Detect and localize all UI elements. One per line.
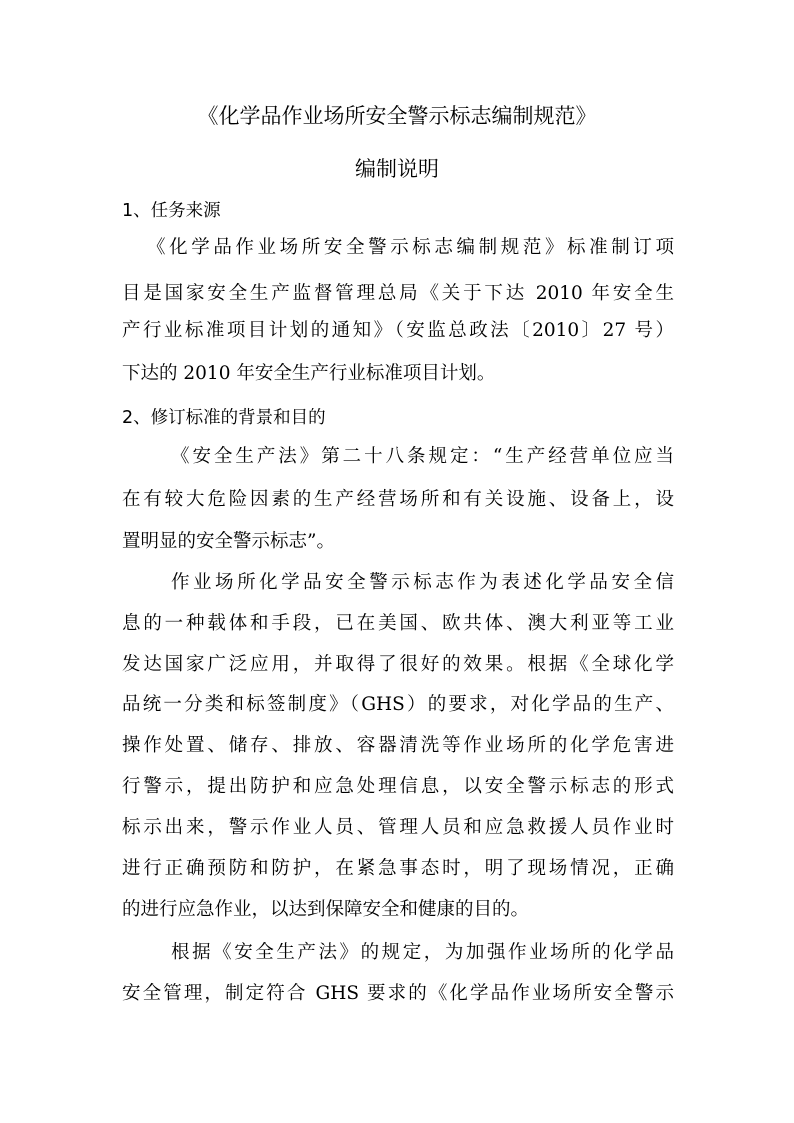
paragraph-line: 息的一种载体和手段，已在美国、欧共体、澳大利亚等工业 bbox=[122, 613, 674, 634]
paragraph-line: 操作处置、储存、排放、容器清洗等作业场所的化学危害进 bbox=[122, 735, 674, 756]
section-heading-background-purpose: 2、修订标准的背景和目的 bbox=[122, 408, 326, 428]
paragraph-line: 《化学品作业场所安全警示标志编制规范》标准制订项 bbox=[147, 237, 674, 258]
paragraph-line: 作业场所化学品安全警示标志作为表述化学品安全信 bbox=[171, 572, 674, 593]
paragraph-line: 安全管理，制定符合 GHS 要求的《化学品作业场所安全警示 bbox=[122, 983, 674, 1004]
paragraph-line: 根据《安全生产法》的规定，为加强作业场所的化学品 bbox=[171, 942, 674, 963]
paragraph-line: 行警示，提出防护和应急处理信息，以安全警示标志的形式 bbox=[122, 776, 674, 797]
paragraph-line: 的进行应急作业，以达到保障安全和健康的目的。 bbox=[122, 899, 530, 920]
paragraph-line: 置明显的安全警示标志”。 bbox=[122, 531, 335, 552]
paragraph-line: 品统一分类和标签制度》（GHS）的要求，对化学品的生产、 bbox=[122, 694, 674, 715]
document-title: 《化学品作业场所安全警示标志编制规范》 bbox=[197, 104, 597, 128]
paragraph-line: 标示出来，警示作业人员、管理人员和应急救援人员作业时 bbox=[122, 817, 674, 838]
section-heading-task-source: 1、任务来源 bbox=[122, 201, 221, 221]
paragraph-line: 《安全生产法》第二十八条规定：“生产经营单位应当 bbox=[171, 446, 674, 467]
paragraph-line: 进行正确预防和防护，在紧急事态时，明了现场情况，正确 bbox=[122, 858, 674, 879]
paragraph-line: 发达国家广泛应用，并取得了很好的效果。根据《全球化学 bbox=[122, 654, 674, 675]
paragraph-line: 在有较大危险因素的生产经营场所和有关设施、设备上，设 bbox=[122, 489, 674, 510]
paragraph-line: 目是国家安全生产监督管理总局《关于下达 2010 年安全生 bbox=[122, 283, 674, 304]
paragraph-line: 下达的 2010 年安全生产行业标准项目计划。 bbox=[122, 363, 496, 384]
document-subtitle: 编制说明 bbox=[355, 157, 439, 181]
paragraph-line: 产行业标准项目计划的通知》（安监总政法〔2010〕27 号） bbox=[122, 320, 674, 341]
